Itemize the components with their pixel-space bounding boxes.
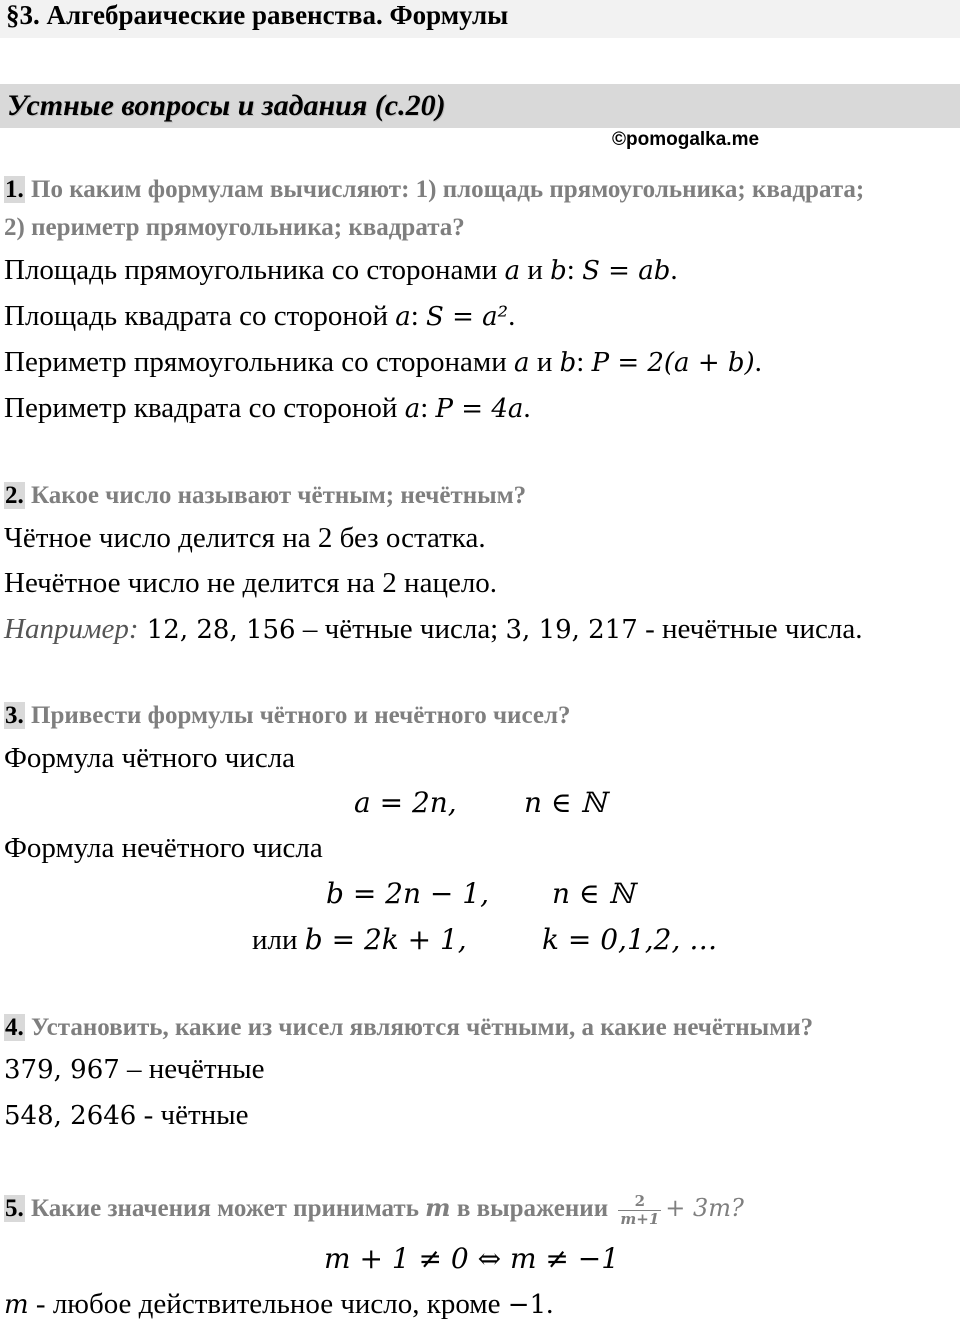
answer-2-odd: Нечётное число не делится на 2 нацело. xyxy=(4,567,498,599)
answer-text: - чётные xyxy=(136,1099,249,1131)
watermark: ©pomogalka.me xyxy=(612,129,760,150)
answer-text: Площадь прямоугольника со сторонами xyxy=(4,254,505,286)
odd-formula-label: Формула нечётного числа xyxy=(4,832,323,864)
formula: P = 4a xyxy=(435,394,524,424)
example-label: Например: xyxy=(4,613,139,645)
answer-text: Периметр прямоугольника со сторонами xyxy=(4,346,515,378)
answer-text: Площадь квадрата со стороной xyxy=(4,300,396,332)
formula: S = a² xyxy=(426,302,509,332)
question-text: По каким формулам вычисляют: 1) площадь прямоугольника; квадрата; xyxy=(24,176,865,203)
math-var: a xyxy=(504,256,521,286)
question-number: 5. xyxy=(5,1195,24,1222)
fraction xyxy=(618,1193,661,1228)
answer-text: : xyxy=(420,392,436,424)
odd-numbers: 379, 967 xyxy=(4,1055,120,1085)
question-number: 2. xyxy=(5,482,24,509)
answer-5 xyxy=(4,1286,553,1323)
question-text: Установить, какие из чисел являются чётными, а какие нечётными? xyxy=(24,1014,814,1041)
condition-formula xyxy=(324,1241,619,1277)
answer-text: и xyxy=(520,254,551,286)
math-var: a xyxy=(514,348,530,378)
answer-text: . xyxy=(523,392,531,424)
formula: n ∈ ℕ xyxy=(524,786,607,819)
alt-odd-formula xyxy=(252,922,467,958)
even-domain xyxy=(524,785,606,821)
even-numbers: 12, 28, 156 xyxy=(138,615,296,645)
odd-domain xyxy=(552,876,634,912)
answer-text: Периметр квадрата со стороной xyxy=(4,392,405,424)
answer-text: и xyxy=(529,346,560,378)
section-title: Устные вопросы и задания (с.20) xyxy=(0,84,960,128)
question-2 xyxy=(4,480,526,512)
answer-text: : xyxy=(566,254,583,286)
answer-text: или xyxy=(252,924,305,956)
answer-value: −1 xyxy=(507,1290,547,1320)
answer-text: . xyxy=(546,1288,554,1320)
question-5 xyxy=(4,1192,744,1228)
formula: m + 1 ≠ 0 ⇔ m ≠ −1 xyxy=(324,1242,620,1275)
math-var: m xyxy=(425,1193,451,1222)
formula: a = 2n, xyxy=(354,786,457,819)
question-number: 4. xyxy=(5,1014,24,1041)
answer-text: . xyxy=(508,300,516,332)
answer-1-rect-area xyxy=(4,252,678,289)
question-3 xyxy=(4,700,571,732)
question-number: 1. xyxy=(5,176,24,203)
question-text: Какие значения может принимать xyxy=(24,1195,426,1222)
question-number: 3. xyxy=(5,702,24,729)
math-var: a xyxy=(395,302,411,332)
odd-formula xyxy=(326,876,489,912)
question-text: в выражении xyxy=(450,1195,615,1222)
question-text: Привести формулы чётного и нечётного чисел? xyxy=(24,702,571,729)
odd-numbers: 3, 19, 217 xyxy=(505,615,638,645)
formula: k = 0,1,2, … xyxy=(542,923,718,956)
even-formula-label: Формула чётного числа xyxy=(4,742,296,774)
answer-2-example xyxy=(4,611,862,648)
question-1 xyxy=(4,174,864,206)
answer-text: - нечётные числа. xyxy=(637,613,863,645)
answer-1-square-area xyxy=(4,298,515,335)
answer-2-even: Чётное число делится на 2 без остатка. xyxy=(4,522,486,554)
answer-text: – нечётные xyxy=(119,1053,265,1085)
question-1-line-2: 2) периметр прямоугольника; квадрата? xyxy=(4,214,465,241)
answer-text: - любое действительное число, кроме xyxy=(28,1288,508,1320)
formula: S = ab xyxy=(582,256,671,286)
even-numbers: 548, 2646 xyxy=(4,1101,137,1131)
even-formula xyxy=(354,785,457,821)
fraction-denominator: m+1 xyxy=(620,1209,660,1228)
answer-text: . xyxy=(754,346,762,378)
answer-text: – чётные числа; xyxy=(295,613,506,645)
formula: b = 2k + 1, xyxy=(304,923,467,956)
formula: b = 2n − 1, xyxy=(326,877,490,910)
answer-1-rect-perimeter xyxy=(4,344,762,381)
answer-4-even xyxy=(4,1097,249,1134)
math-var: a xyxy=(404,394,421,424)
answer-text: . xyxy=(670,254,678,286)
question-text: Какое число называют чётным; нечётным? xyxy=(24,482,527,509)
paragraph-title: §3. Алгебраические равенства. Формулы xyxy=(0,0,960,38)
formula: n ∈ ℕ xyxy=(552,877,635,910)
math-var: m xyxy=(4,1290,29,1320)
question-4 xyxy=(4,1012,813,1044)
math-var: b xyxy=(559,348,577,378)
alt-odd-domain xyxy=(542,922,717,958)
answer-text: : xyxy=(576,346,592,378)
fraction-numerator: 2 xyxy=(618,1193,661,1211)
math-var: b xyxy=(550,256,567,286)
answer-1-square-perimeter xyxy=(4,390,531,427)
answer-4-odd xyxy=(4,1051,264,1088)
answer-text: : xyxy=(410,300,427,332)
formula: + 3m? xyxy=(665,1194,744,1222)
formula: P = 2(a + b) xyxy=(591,348,755,378)
